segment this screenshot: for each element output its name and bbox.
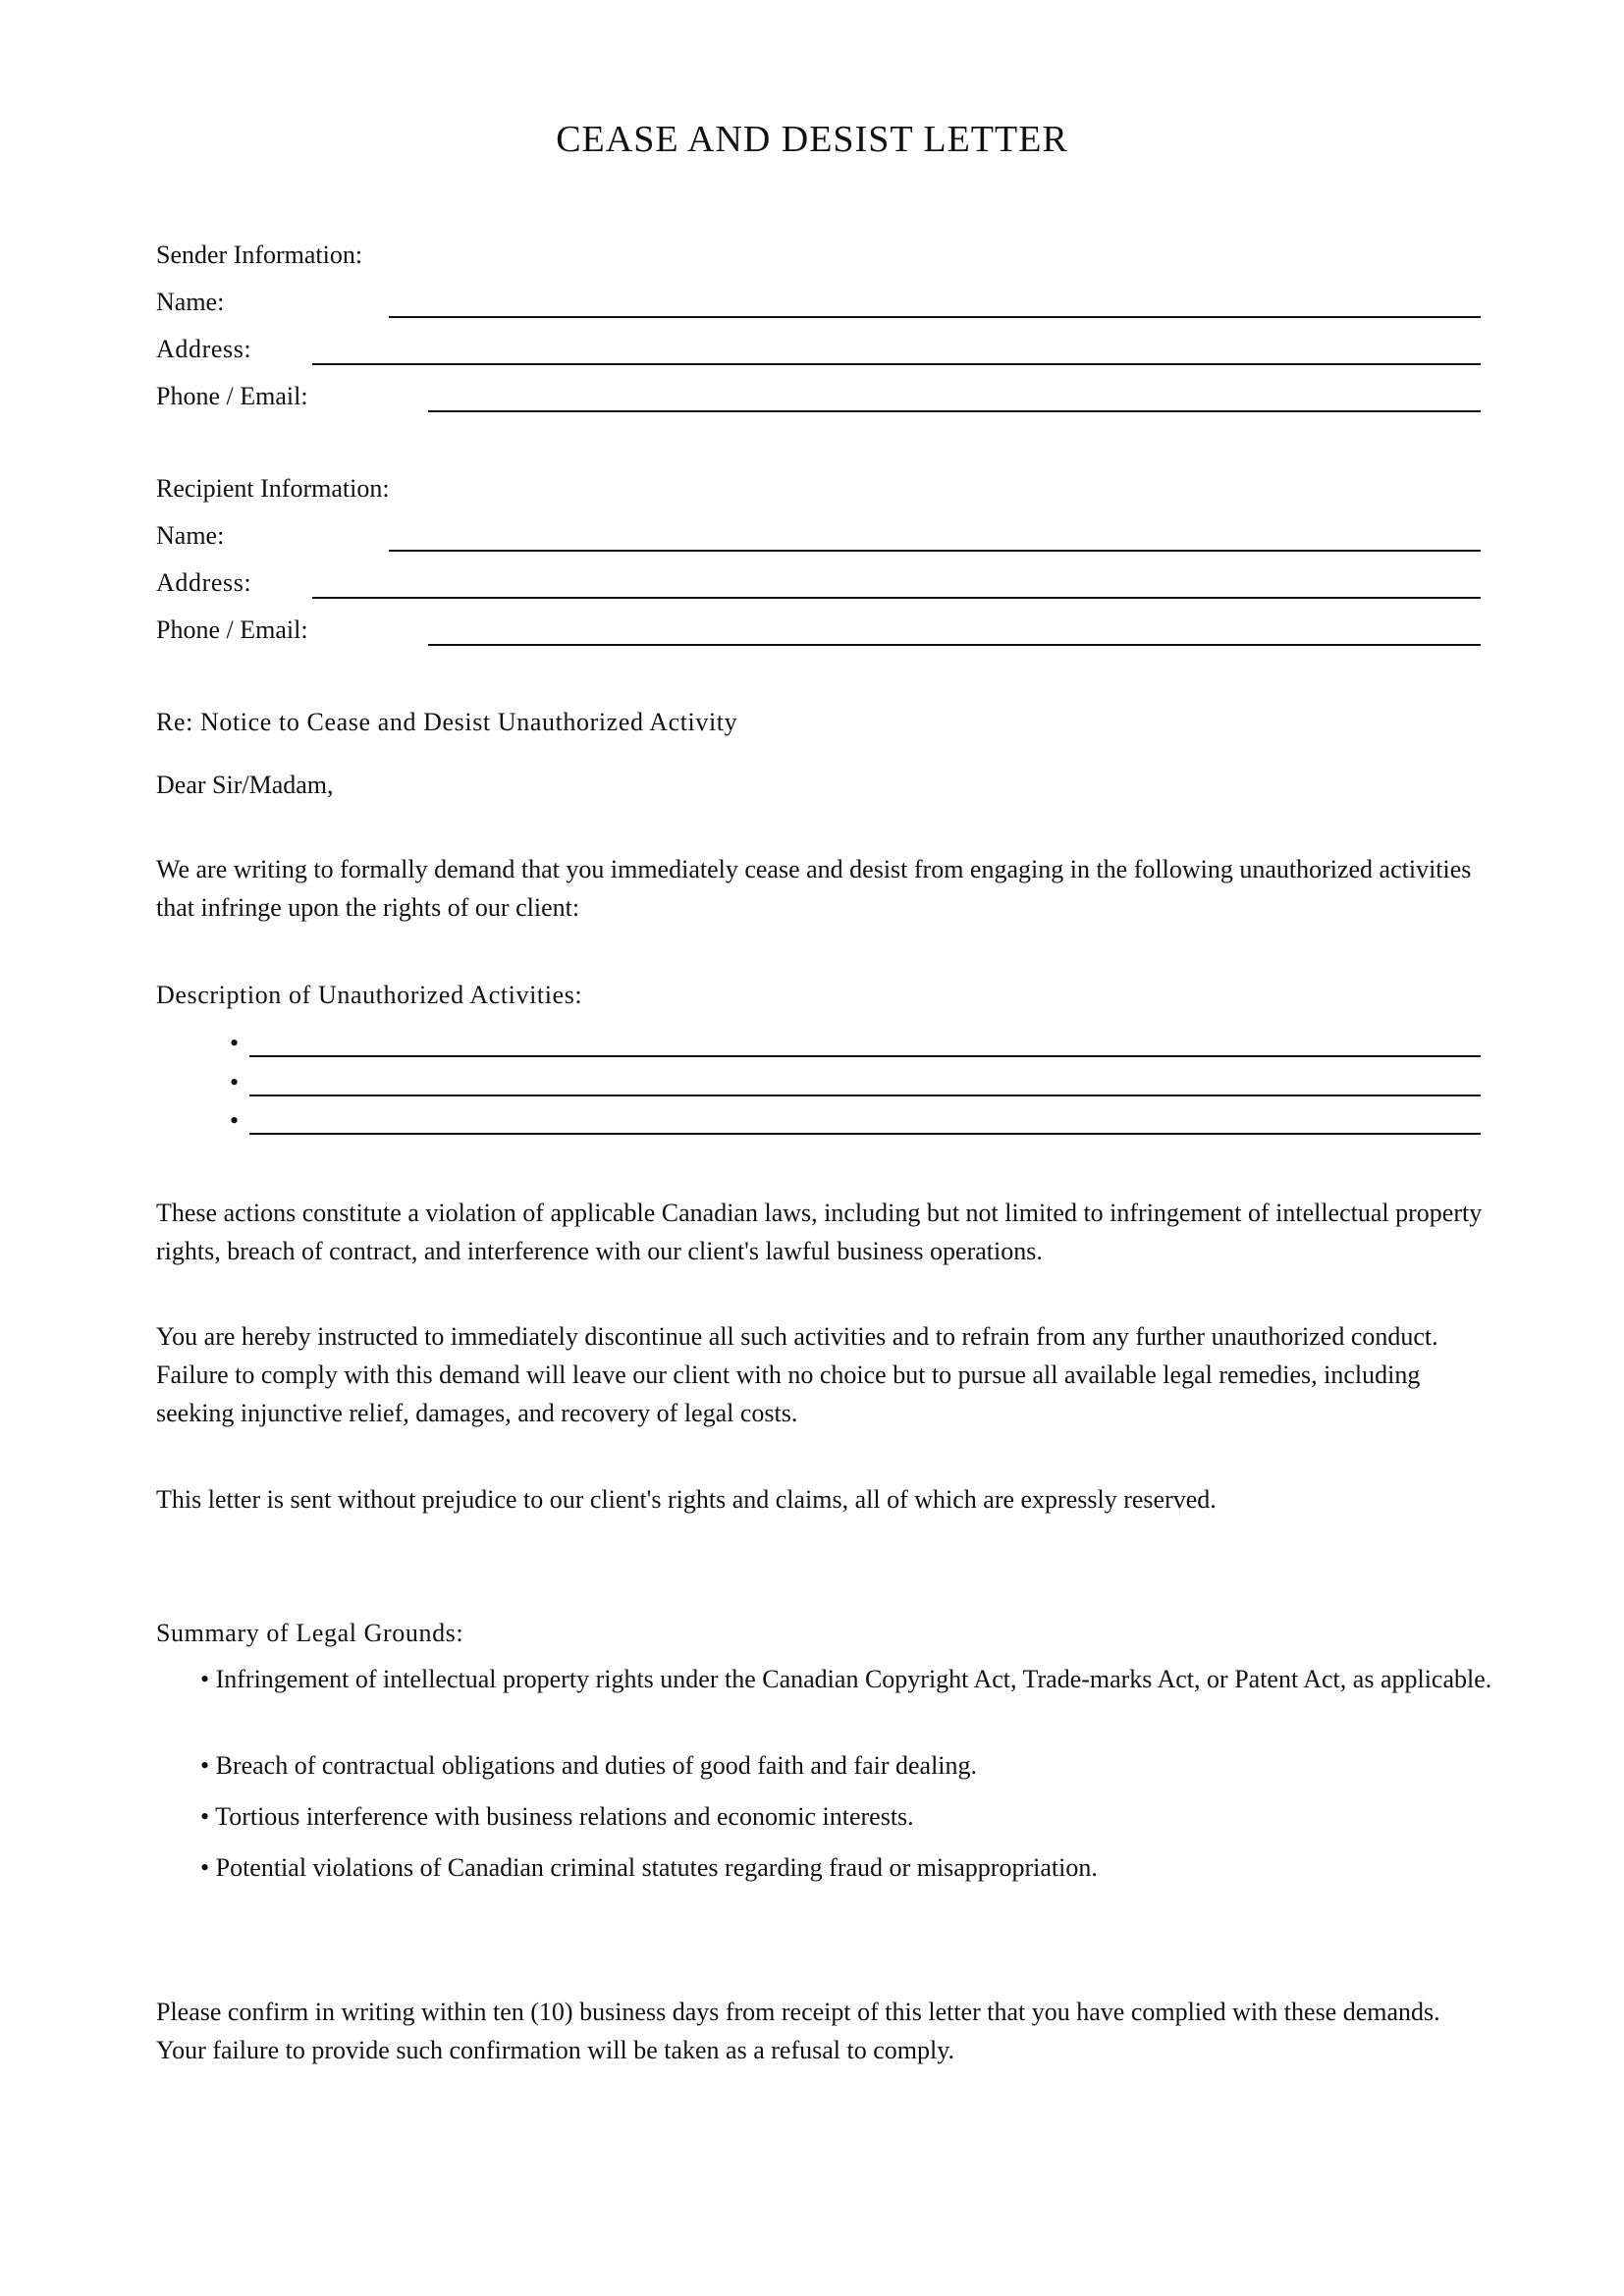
recipient-heading: Recipient Information: (156, 474, 390, 503)
salutation: Dear Sir/Madam, (156, 771, 334, 799)
instruction-paragraph: You are hereby instructed to immediately discontinue all such activities and to refrain from any further unauthorized conduct. Failure to comply with this demand will leave our client with no choice but to pursue all available legal remedies, including seeking injunctive relief, damages, and recovery of legal costs. (156, 1322, 1438, 1427)
activity-field-1[interactable] (249, 1055, 1481, 1057)
sender-address-field[interactable] (312, 363, 1481, 365)
legal-ground-item: • Infringement of intellectual property rights under the Canadian Copyright Act, Trade-marks Act, or Patent Act, as applicable. (200, 1665, 1492, 1693)
activities-heading: Description of Unauthorized Activities: (156, 981, 583, 1009)
activity-bullet-2: • (230, 1068, 240, 1096)
subject-line: Re: Notice to Cease and Desist Unauthorized Activity (156, 708, 738, 736)
sender-name-field[interactable] (389, 316, 1481, 318)
legal-ground-item: • Tortious interference with business relations and economic interests. (200, 1802, 914, 1831)
legal-ground-item: • Breach of contractual obligations and duties of good faith and fair dealing. (200, 1751, 978, 1780)
recipient-contact-field[interactable] (428, 644, 1481, 646)
sender-name-label: Name: (156, 288, 225, 316)
recipient-name-field[interactable] (389, 550, 1481, 552)
sender-contact-label: Phone / Email: (156, 382, 308, 410)
closing-paragraph: Please confirm in writing within ten (10) business days from receipt of this letter that you have complied with these demands. Your failure to provide such confirmation will be taken as a refusal to comply. (156, 1998, 1440, 2064)
recipient-name-label: Name: (156, 521, 225, 550)
intro-paragraph: We are writing to formally demand that you immediately cease and desist from engaging in the following unauthorized activities that infringe upon the rights of our client: (156, 855, 1472, 922)
legal-grounds-heading: Summary of Legal Grounds: (156, 1619, 464, 1647)
activity-bullet-1: • (230, 1029, 240, 1057)
recipient-contact-label: Phone / Email: (156, 615, 308, 644)
activity-bullet-3: • (230, 1106, 240, 1135)
activity-field-3[interactable] (249, 1133, 1481, 1135)
sender-heading: Sender Information: (156, 240, 363, 269)
recipient-address-label: Address: (156, 568, 252, 597)
legal-ground-item: • Potential violations of Canadian criminal statutes regarding fraud or misappropriation. (200, 1853, 1098, 1882)
page-title: CEASE AND DESIST LETTER (556, 119, 1068, 160)
sender-contact-field[interactable] (428, 410, 1481, 412)
sender-address-label: Address: (156, 335, 252, 363)
prejudice-paragraph: This letter is sent without prejudice to our client's rights and claims, all of which are expressly reserved. (156, 1485, 1217, 1514)
violation-paragraph: These actions constitute a violation of applicable Canadian laws, including but not limited to infringement of intellectual property rights, breach of contract, and interference with our client's lawful business operations. (156, 1199, 1483, 1265)
activity-field-2[interactable] (249, 1095, 1481, 1096)
recipient-address-field[interactable] (312, 597, 1481, 599)
